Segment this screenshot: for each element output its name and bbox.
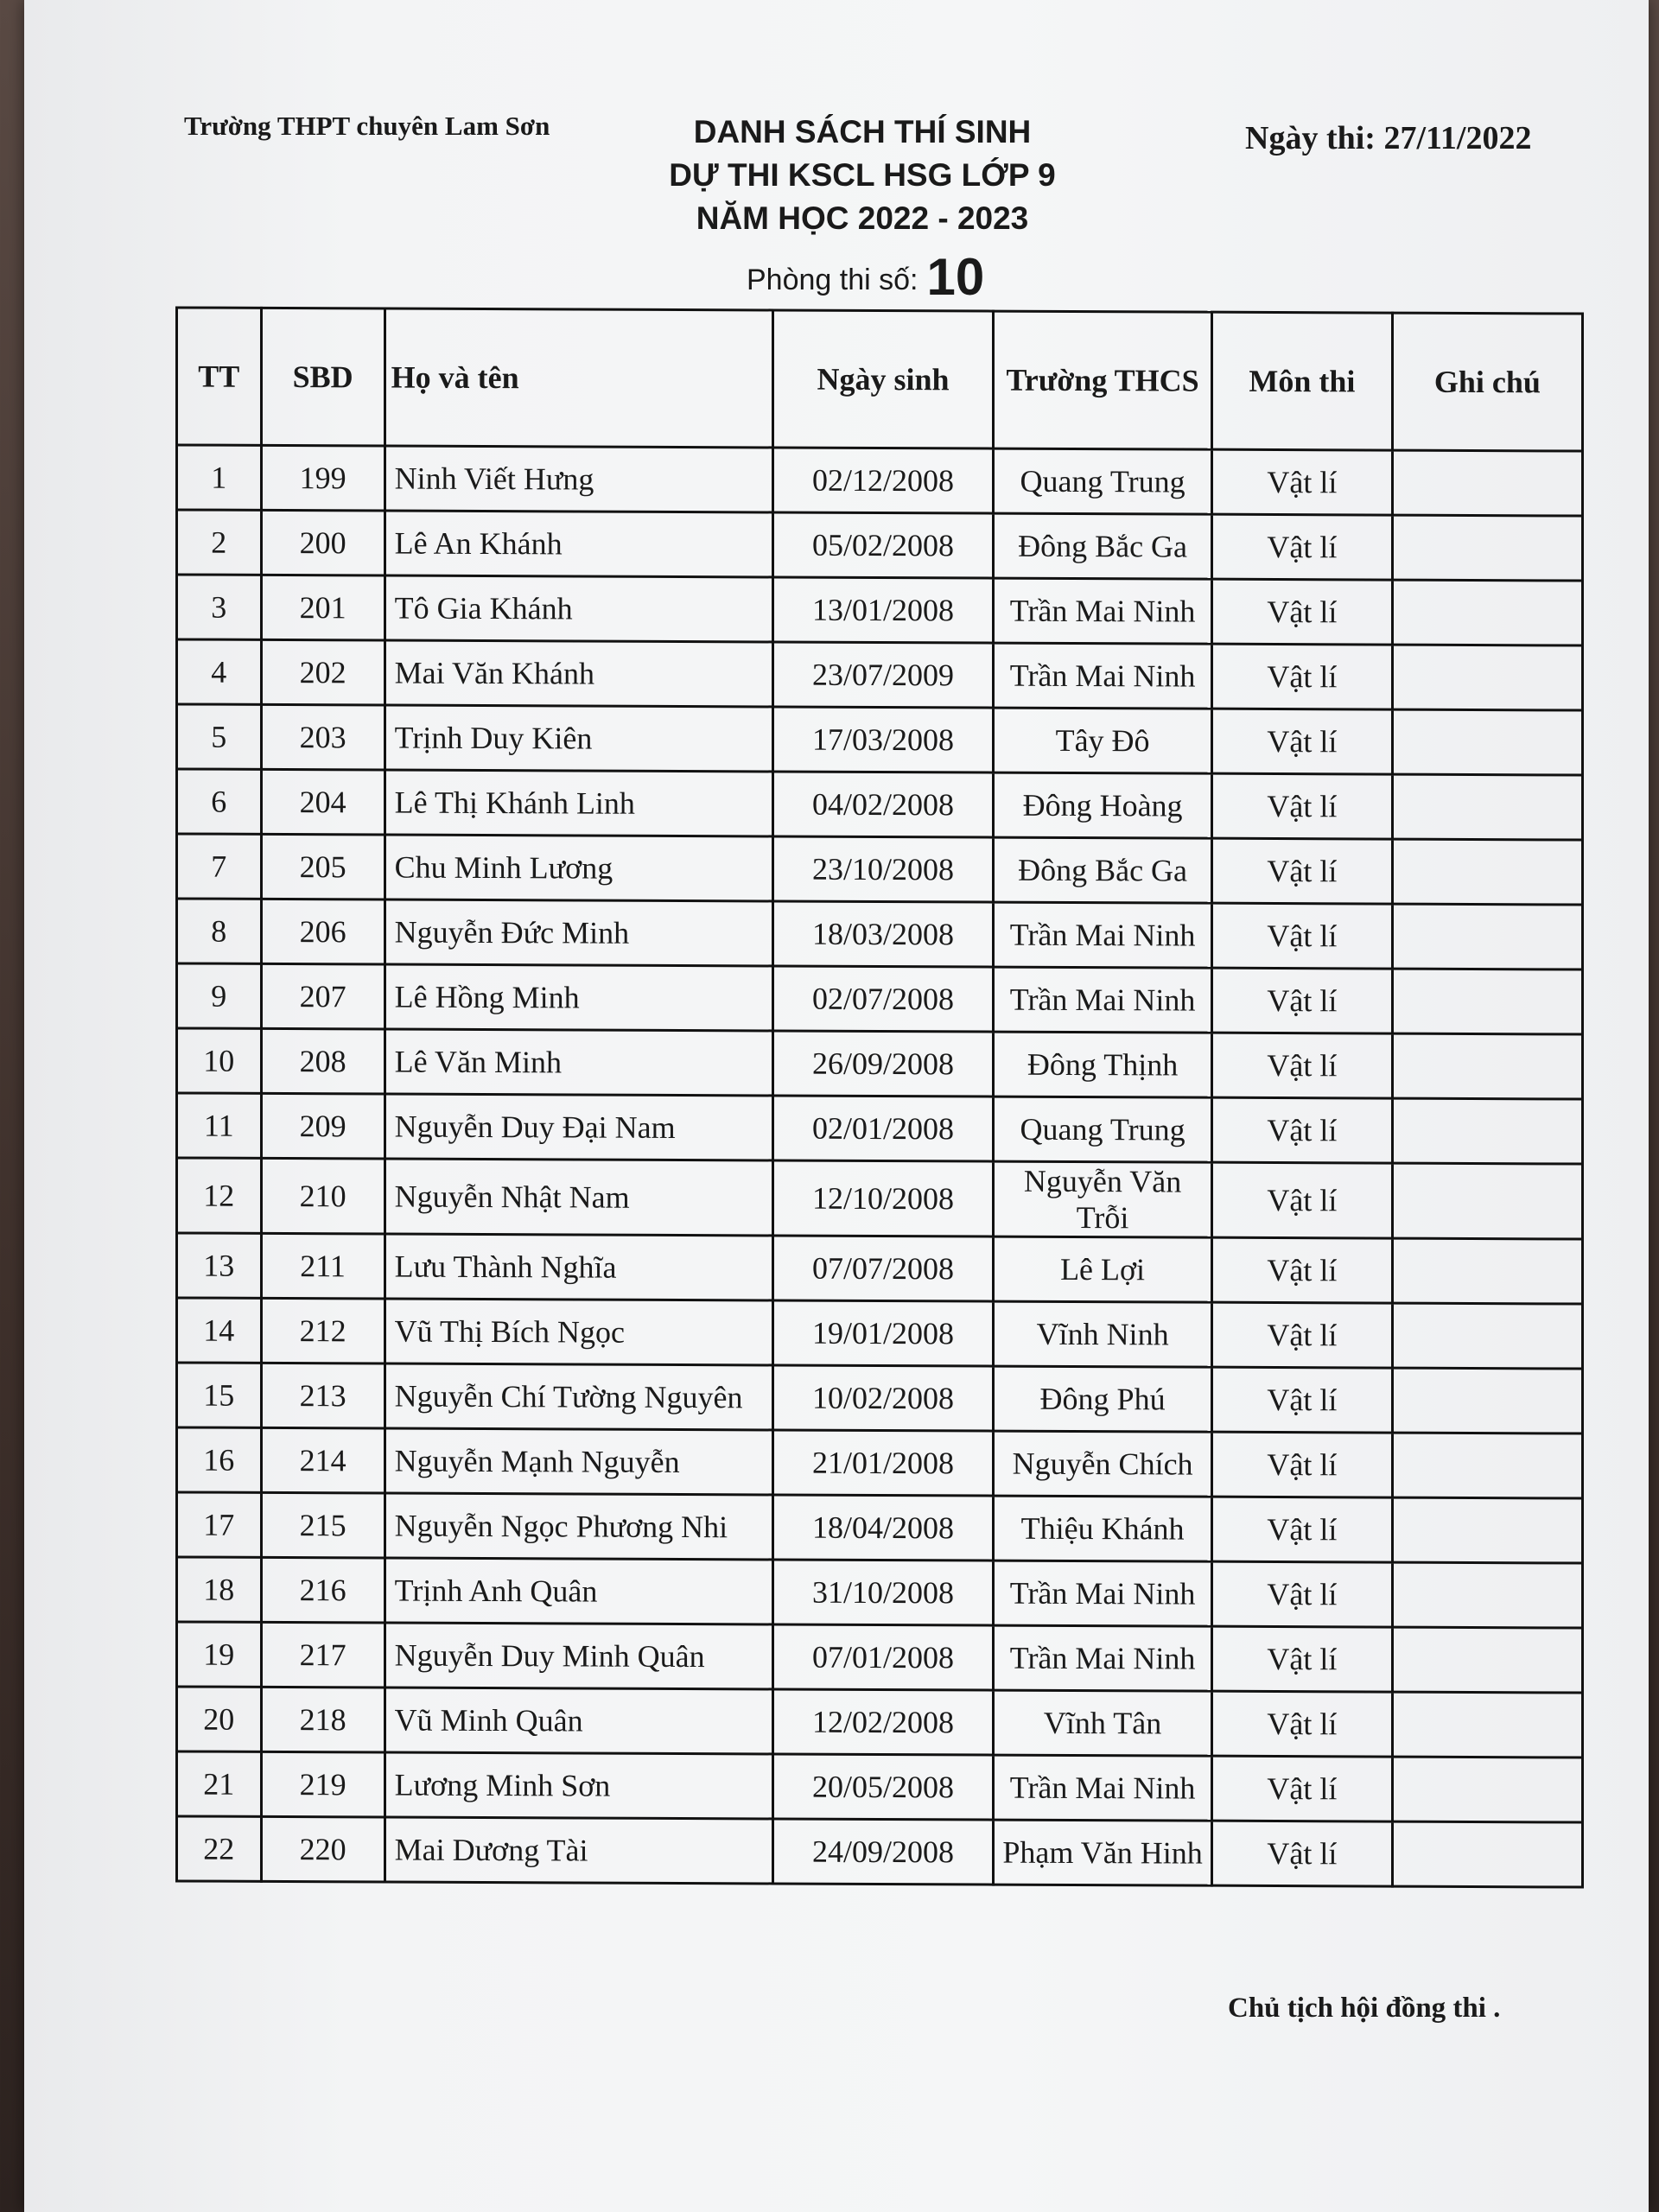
cell-school: Đông Phú <box>994 1366 1212 1432</box>
cell-note <box>1392 709 1582 775</box>
cell-school: Trần Mai Ninh <box>994 1755 1212 1821</box>
cell-name: Lê Thị Khánh Linh <box>385 770 772 836</box>
cell-dob: 17/03/2008 <box>772 707 993 772</box>
cell-name: Lưu Thành Nghĩa <box>385 1234 772 1300</box>
cell-subject: Vật lí <box>1211 968 1392 1033</box>
cell-school: Quang Trung <box>994 448 1212 514</box>
cell-name: Mai Văn Khánh <box>385 640 772 707</box>
table-row <box>177 1298 1583 1369</box>
cell-note <box>1392 580 1582 645</box>
cell-subject: Vật lí <box>1211 773 1392 839</box>
cell-subject: Vật lí <box>1211 579 1392 645</box>
col-header-tt: TT <box>177 308 262 445</box>
col-header-dob: Ngày sinh <box>772 310 993 448</box>
cell-school: Trần Mai Ninh <box>994 967 1212 1033</box>
cell-note <box>1392 969 1582 1034</box>
cell-note <box>1392 774 1582 840</box>
cell-dob: 13/01/2008 <box>772 577 993 643</box>
cell-subject: Vật lí <box>1211 1302 1392 1368</box>
cell-note <box>1392 1692 1582 1758</box>
cell-sbd: 209 <box>261 1093 385 1159</box>
cell-subject: Vật lí <box>1211 1367 1392 1433</box>
cell-dob: 23/07/2009 <box>772 642 993 708</box>
table-row <box>177 445 1583 516</box>
cell-subject: Vật lí <box>1211 514 1392 580</box>
cell-tt: 12 <box>177 1158 262 1233</box>
cell-subject: Vật lí <box>1211 709 1392 774</box>
cell-subject: Vật lí <box>1211 644 1392 709</box>
table-row <box>177 575 1583 645</box>
table-row <box>177 1622 1583 1693</box>
cell-name: Nguyễn Duy Đại Nam <box>385 1094 772 1160</box>
cell-dob: 02/07/2008 <box>772 966 993 1032</box>
cell-school: Tây Đô <box>994 708 1212 773</box>
cell-tt: 1 <box>177 445 262 510</box>
cell-tt: 3 <box>177 575 262 639</box>
cell-tt: 13 <box>177 1233 262 1298</box>
chairman-signature-label: Chủ tịch hội đồng thi . <box>1228 1993 1501 2024</box>
table-row <box>177 639 1583 710</box>
cell-name: Trịnh Anh Quân <box>385 1558 772 1624</box>
cell-name: Nguyễn Chí Tường Nguyên <box>385 1363 772 1430</box>
col-header-note: Ghi chú <box>1392 313 1582 451</box>
cell-school: Nguyễn Chích <box>994 1431 1212 1497</box>
cell-name: Nguyễn Duy Minh Quân <box>385 1623 772 1689</box>
col-header-school: Trường THCS <box>994 311 1212 449</box>
cell-sbd: 211 <box>261 1233 385 1299</box>
cell-name: Tô Gia Khánh <box>385 575 772 642</box>
cell-tt: 10 <box>177 1028 262 1093</box>
cell-tt: 18 <box>177 1557 262 1622</box>
cell-sbd: 218 <box>261 1687 385 1752</box>
cell-tt: 9 <box>177 963 262 1028</box>
cell-tt: 20 <box>177 1687 262 1751</box>
cell-dob: 31/10/2008 <box>772 1560 993 1625</box>
cell-note <box>1392 1033 1582 1099</box>
cell-tt: 16 <box>177 1427 262 1492</box>
cell-school: Thiệu Khánh <box>994 1496 1212 1561</box>
table-row <box>177 704 1583 775</box>
cell-sbd: 220 <box>261 1816 385 1882</box>
cell-note <box>1392 1368 1582 1433</box>
cell-name: Mai Dương Tài <box>385 1817 772 1884</box>
cell-name: Lê An Khánh <box>385 511 772 577</box>
table-row <box>177 769 1583 840</box>
cell-school: Lê Lợi <box>994 1236 1212 1302</box>
cell-name: Nguyễn Mạnh Nguyễn <box>385 1428 772 1495</box>
cell-tt: 11 <box>177 1093 262 1158</box>
cell-dob: 12/02/2008 <box>772 1689 993 1755</box>
cell-sbd: 201 <box>261 575 385 640</box>
school-name: Trường THPT chuyên Lam Sơn <box>184 111 550 141</box>
cell-dob: 04/02/2008 <box>772 772 993 837</box>
cell-sbd: 215 <box>261 1492 385 1558</box>
cell-sbd: 200 <box>261 510 385 575</box>
cell-school: Trần Mai Ninh <box>994 578 1212 644</box>
table-row <box>177 1233 1583 1304</box>
cell-note <box>1392 1562 1582 1628</box>
cell-note <box>1392 645 1582 710</box>
table-row <box>177 1557 1583 1628</box>
cell-dob: 07/07/2008 <box>772 1236 993 1301</box>
table-row <box>177 1028 1583 1099</box>
cell-subject: Vật lí <box>1211 1821 1392 1886</box>
cell-sbd: 210 <box>261 1158 385 1234</box>
cell-school: Phạm Văn Hinh <box>994 1820 1212 1885</box>
cell-sbd: 207 <box>261 963 385 1029</box>
cell-subject: Vật lí <box>1211 1691 1392 1757</box>
cell-note <box>1392 1433 1582 1498</box>
cell-sbd: 202 <box>261 639 385 705</box>
cell-sbd: 216 <box>261 1557 385 1623</box>
cell-school: Đông Hoàng <box>994 772 1212 838</box>
table-row <box>177 1093 1583 1164</box>
cell-tt: 22 <box>177 1816 262 1881</box>
cell-dob: 18/04/2008 <box>772 1495 993 1560</box>
cell-tt: 21 <box>177 1751 262 1816</box>
cell-tt: 2 <box>177 510 262 575</box>
cell-sbd: 206 <box>261 899 385 964</box>
cell-sbd: 204 <box>261 769 385 835</box>
cell-note <box>1392 904 1582 969</box>
table-row <box>177 834 1583 905</box>
table-row <box>177 1427 1583 1498</box>
cell-subject: Vật lí <box>1211 838 1392 904</box>
cell-tt: 5 <box>177 704 262 769</box>
cell-subject: Vật lí <box>1211 449 1392 515</box>
table-row <box>177 1687 1583 1758</box>
cell-sbd: 214 <box>261 1427 385 1493</box>
table-row <box>177 899 1583 969</box>
document-page <box>24 0 1649 2212</box>
exam-room <box>747 247 984 307</box>
cell-dob: 02/12/2008 <box>772 448 993 513</box>
cell-note <box>1392 1238 1582 1304</box>
cell-subject: Vật lí <box>1211 1237 1392 1303</box>
cell-name: Nguyễn Nhật Nam <box>385 1159 772 1236</box>
cell-school: Trần Mai Ninh <box>994 902 1212 968</box>
cell-dob: 02/01/2008 <box>772 1096 993 1161</box>
room-label: Phòng thi số: <box>747 264 918 296</box>
cell-note <box>1392 1821 1582 1887</box>
cell-dob: 20/05/2008 <box>772 1754 993 1820</box>
cell-dob: 07/01/2008 <box>772 1624 993 1690</box>
document-subtitle: DỰ THI KSCL HSG LỚP 9 <box>669 157 1056 193</box>
cell-note <box>1392 839 1582 905</box>
cell-subject: Vật lí <box>1211 1162 1392 1238</box>
cell-name: Vũ Minh Quân <box>385 1688 772 1754</box>
cell-school: Trần Mai Ninh <box>994 643 1212 709</box>
candidate-table <box>175 306 1584 1888</box>
col-header-name: Họ và tên <box>385 308 772 448</box>
table-row <box>177 1492 1583 1563</box>
cell-note <box>1392 1163 1582 1239</box>
col-header-subject: Môn thi <box>1211 312 1392 450</box>
cell-sbd: 217 <box>261 1622 385 1688</box>
table-row <box>177 1363 1583 1433</box>
cell-name: Lê Văn Minh <box>385 1029 772 1096</box>
cell-dob: 23/10/2008 <box>772 836 993 902</box>
cell-name: Nguyễn Ngọc Phương Nhi <box>385 1493 772 1560</box>
cell-subject: Vật lí <box>1211 1561 1392 1627</box>
cell-dob: 12/10/2008 <box>772 1160 993 1236</box>
cell-tt: 15 <box>177 1363 262 1427</box>
cell-school: Trần Mai Ninh <box>994 1560 1212 1626</box>
table-body <box>177 445 1583 1887</box>
cell-note <box>1392 1757 1582 1822</box>
table-row <box>177 1158 1583 1239</box>
cell-subject: Vật lí <box>1211 1626 1392 1692</box>
cell-subject: Vật lí <box>1211 1756 1392 1821</box>
cell-school: Vĩnh Ninh <box>994 1301 1212 1367</box>
table-row <box>177 1751 1583 1822</box>
cell-tt: 6 <box>177 769 262 834</box>
cell-sbd: 213 <box>261 1363 385 1428</box>
room-number: 10 <box>926 248 985 306</box>
school-year: NĂM HỌC 2022 - 2023 <box>696 200 1029 236</box>
table-row <box>177 510 1583 581</box>
col-header-sbd: SBD <box>261 308 385 446</box>
cell-school: Đông Thịnh <box>994 1032 1212 1097</box>
document-title: DANH SÁCH THÍ SINH <box>693 114 1032 149</box>
cell-name: Lê Hồng Minh <box>385 964 772 1031</box>
cell-name: Ninh Viết Hưng <box>385 446 772 512</box>
table-row <box>177 963 1583 1034</box>
cell-dob: 05/02/2008 <box>772 512 993 578</box>
cell-tt: 17 <box>177 1492 262 1557</box>
cell-tt: 7 <box>177 834 262 899</box>
cell-subject: Vật lí <box>1211 903 1392 969</box>
cell-name: Lương Minh Sơn <box>385 1752 772 1819</box>
cell-dob: 19/01/2008 <box>772 1300 993 1366</box>
cell-subject: Vật lí <box>1211 1097 1392 1163</box>
cell-sbd: 203 <box>261 704 385 770</box>
cell-name: Trịnh Duy Kiên <box>385 705 772 772</box>
cell-dob: 10/02/2008 <box>772 1365 993 1431</box>
cell-school: Vĩnh Tân <box>994 1690 1212 1756</box>
cell-sbd: 208 <box>261 1028 385 1094</box>
cell-subject: Vật lí <box>1211 1033 1392 1098</box>
cell-name: Vũ Thị Bích Ngọc <box>385 1299 772 1365</box>
cell-note <box>1392 1303 1582 1369</box>
cell-tt: 8 <box>177 899 262 963</box>
cell-school: Nguyễn Văn Trỗi <box>994 1161 1212 1237</box>
cell-dob: 26/09/2008 <box>772 1031 993 1096</box>
cell-dob: 21/01/2008 <box>772 1430 993 1496</box>
cell-note <box>1392 1098 1582 1164</box>
cell-tt: 14 <box>177 1298 262 1363</box>
cell-sbd: 219 <box>261 1751 385 1817</box>
cell-tt: 19 <box>177 1622 262 1687</box>
table-row <box>177 1816 1583 1887</box>
cell-note <box>1392 1497 1582 1563</box>
cell-dob: 24/09/2008 <box>772 1819 993 1885</box>
cell-school: Đông Bắc Ga <box>994 513 1212 579</box>
cell-note <box>1392 1627 1582 1693</box>
cell-sbd: 205 <box>261 834 385 899</box>
cell-note <box>1392 450 1582 516</box>
cell-subject: Vật lí <box>1211 1497 1392 1562</box>
exam-date: Ngày thi: 27/11/2022 <box>1245 120 1532 156</box>
cell-sbd: 199 <box>261 445 385 511</box>
cell-tt: 4 <box>177 639 262 704</box>
cell-sbd: 212 <box>261 1298 385 1363</box>
cell-subject: Vật lí <box>1211 1432 1392 1497</box>
cell-name: Chu Minh Lương <box>385 835 772 901</box>
cell-school: Trần Mai Ninh <box>994 1625 1212 1691</box>
table-header-row <box>177 308 1583 451</box>
cell-school: Đông Bắc Ga <box>994 837 1212 903</box>
cell-school: Quang Trung <box>994 1096 1212 1162</box>
cell-dob: 18/03/2008 <box>772 901 993 967</box>
cell-name: Nguyễn Đức Minh <box>385 899 772 966</box>
cell-note <box>1392 515 1582 581</box>
